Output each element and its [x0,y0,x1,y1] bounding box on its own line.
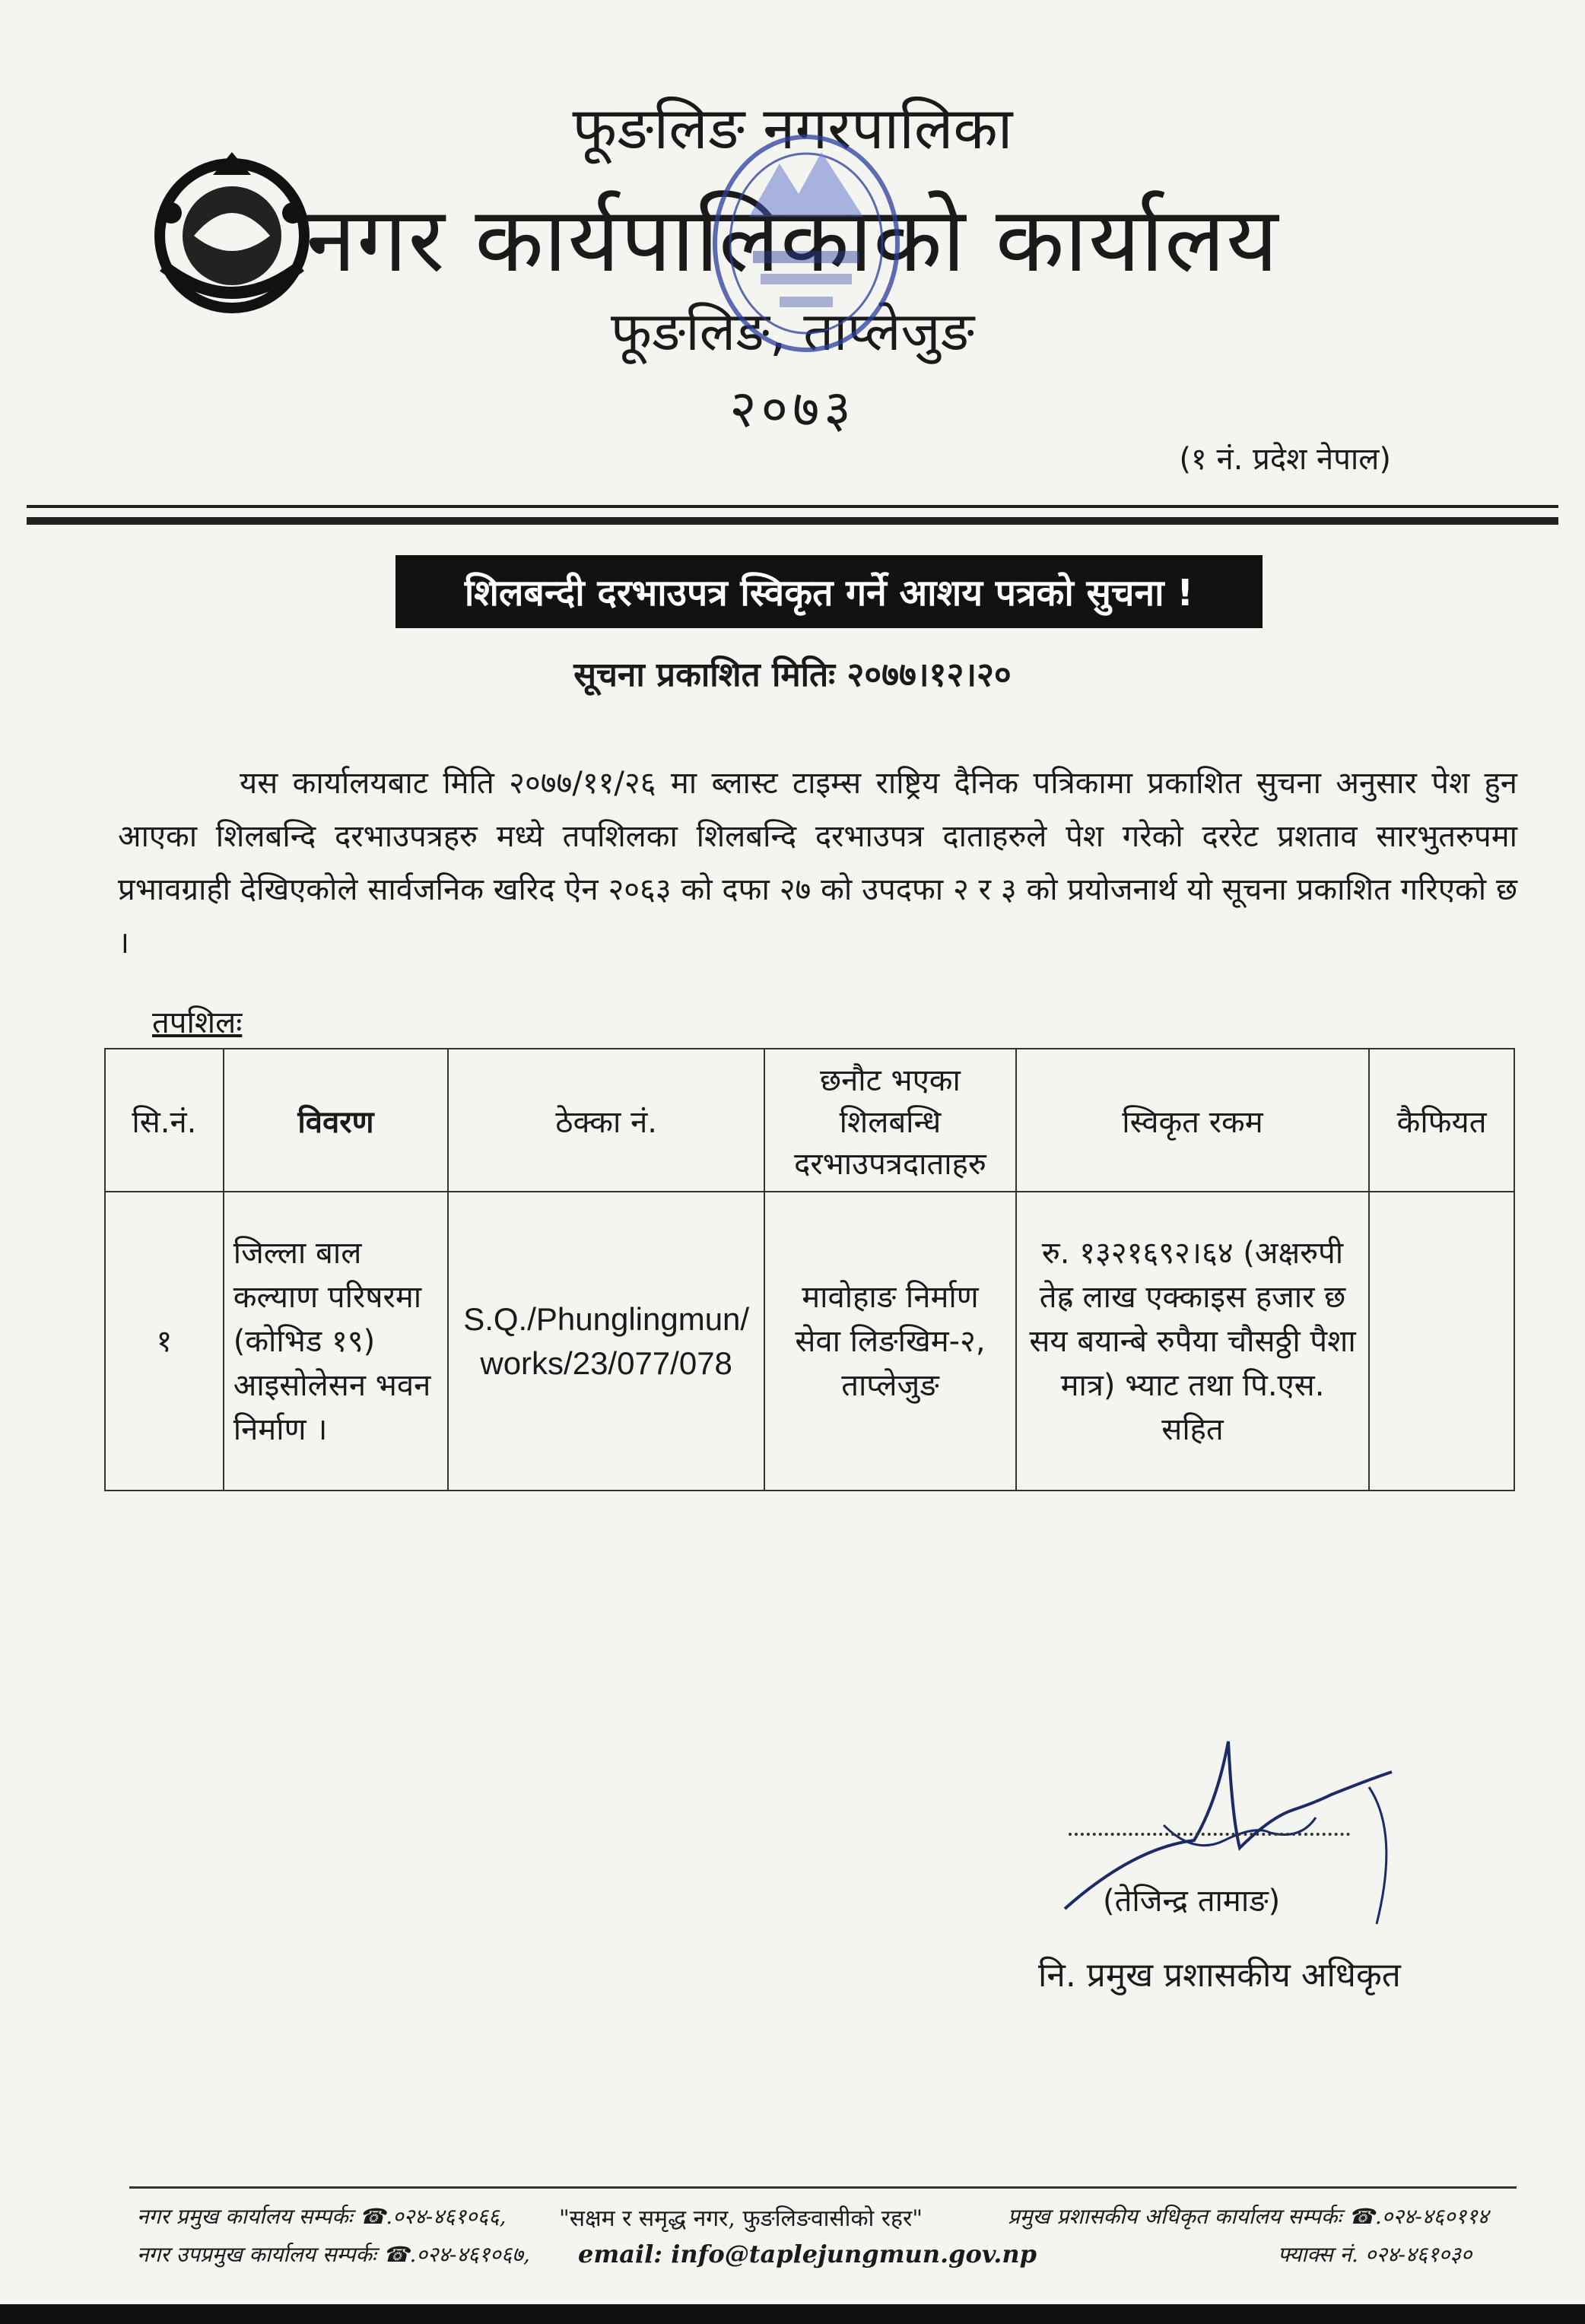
signatory-name: (तेजिन्द्र तामाङ) [1103,1884,1281,1919]
slogan: "सक्षम र समृद्ध नगर, फुङलिङवासीको रहर" [559,2205,923,2232]
cell-remarks [1369,1192,1514,1491]
deputy-contact: नगर उपप्रमुख कार्यालय सम्पर्कः ☎.०२४-४६१०६७, [137,2242,530,2267]
signatory-title: नि. प्रमुख प्रशासकीय अधिकृत [1038,1956,1401,1995]
header-amount: स्विकृत रकम [1016,1049,1369,1192]
signature-line [1069,1833,1350,1836]
office-name: नगर कार्यपालिकाको कार्यालय [306,187,1279,292]
header-bidder: छनौट भएका शिलबन्धि दरभाउपत्रदाताहरु [764,1049,1016,1192]
email-contact: email: info@taplejungmun.gov.np [578,2240,1037,2268]
cell-amount: रु. १३२१६९२।६४ (अक्षरुपी तेह्र लाख एक्काइस हजार छ सय बयान्बे रुपैया चौसठ्ठी पैशा मात्र) भ्याट तथा पि.एस. सहित [1016,1192,1369,1491]
notice-body-text: यस कार्यालयबाट मिति २०७७/११/२६ मा ब्लास्ट टाइम्स राष्ट्रिय दैनिक पत्रिकामा प्रकाशित सुचना अनुसार पेश हुन आएका शिलबन्दि दरभाउपत्रहरु मध्ये तपशिलका शिलबन्दि दरभाउपत्र दाताहरुले पेश गरेको दररेट प्रशताव सारभुतरुपमा प्रभावग्राही देखिएकोले सार्वजनिक खरिद ऐन २०६३ को दफा २७ को उपदफा २ र ३ को प्रयोजनार्थ यो सूचना प्रकाशित गरिएको छ । [118,766,1517,960]
cell-contract-no: S.Q./Phunglingmun/ works/23/077/078 [448,1192,764,1491]
header-sn: सि.नं. [105,1049,224,1192]
header-contract-no: ठेक्का नं. [448,1049,764,1192]
header-divider-thin [27,505,1558,508]
page-bottom-edge [0,2304,1585,2324]
municipal-stamp [707,110,905,361]
notice-body [118,757,1517,970]
municipality-name: फूङलिङ नगरपालिका [572,94,1013,162]
fax-number: फ्याक्स नं. ०२४-४६१०३० [1278,2242,1472,2267]
footer-divider [129,2186,1517,2189]
office-address: फूङलिङ, ताप्लेजुङ [610,300,975,363]
mayor-contact: नगर प्रमुख कार्यालय सम्पर्कः ☎.०२४-४६१०६६, [137,2204,507,2229]
table-row [105,1192,1514,1491]
cell-sn: १ [105,1192,224,1491]
established-year: २०७३ [729,379,856,440]
header-description: विवरण [224,1049,448,1192]
header-remarks: कैफियत [1369,1049,1514,1192]
header-divider-thick [27,517,1558,525]
cell-description: जिल्ला बाल कल्याण परिषरमा (कोभिड १९) आइसोलेसन भवन निर्माण । [224,1192,448,1491]
bid-table [104,1048,1515,1491]
details-label: तपशिलः [152,1005,243,1040]
cao-contact: प्रमुख प्रशासकीय अधिकृत कार्यालय सम्पर्कः ☎.०२४-४६०११४ [1008,2204,1489,2229]
table-header-row [105,1049,1514,1192]
notice-title: शिलबन्दी दरभाउपत्र स्विकृत गर्ने आशय पत्रको सुचना ! [395,555,1263,628]
province-label: (१ नं. प्रदेश नेपाल) [1179,442,1391,477]
published-date: सूचना प्रकाशित मितिः २०७७।१२।२० [573,656,1012,694]
cell-bidder: मावोहाङ निर्माण सेवा लिङखिम-२, ताप्लेजुङ [764,1192,1016,1491]
